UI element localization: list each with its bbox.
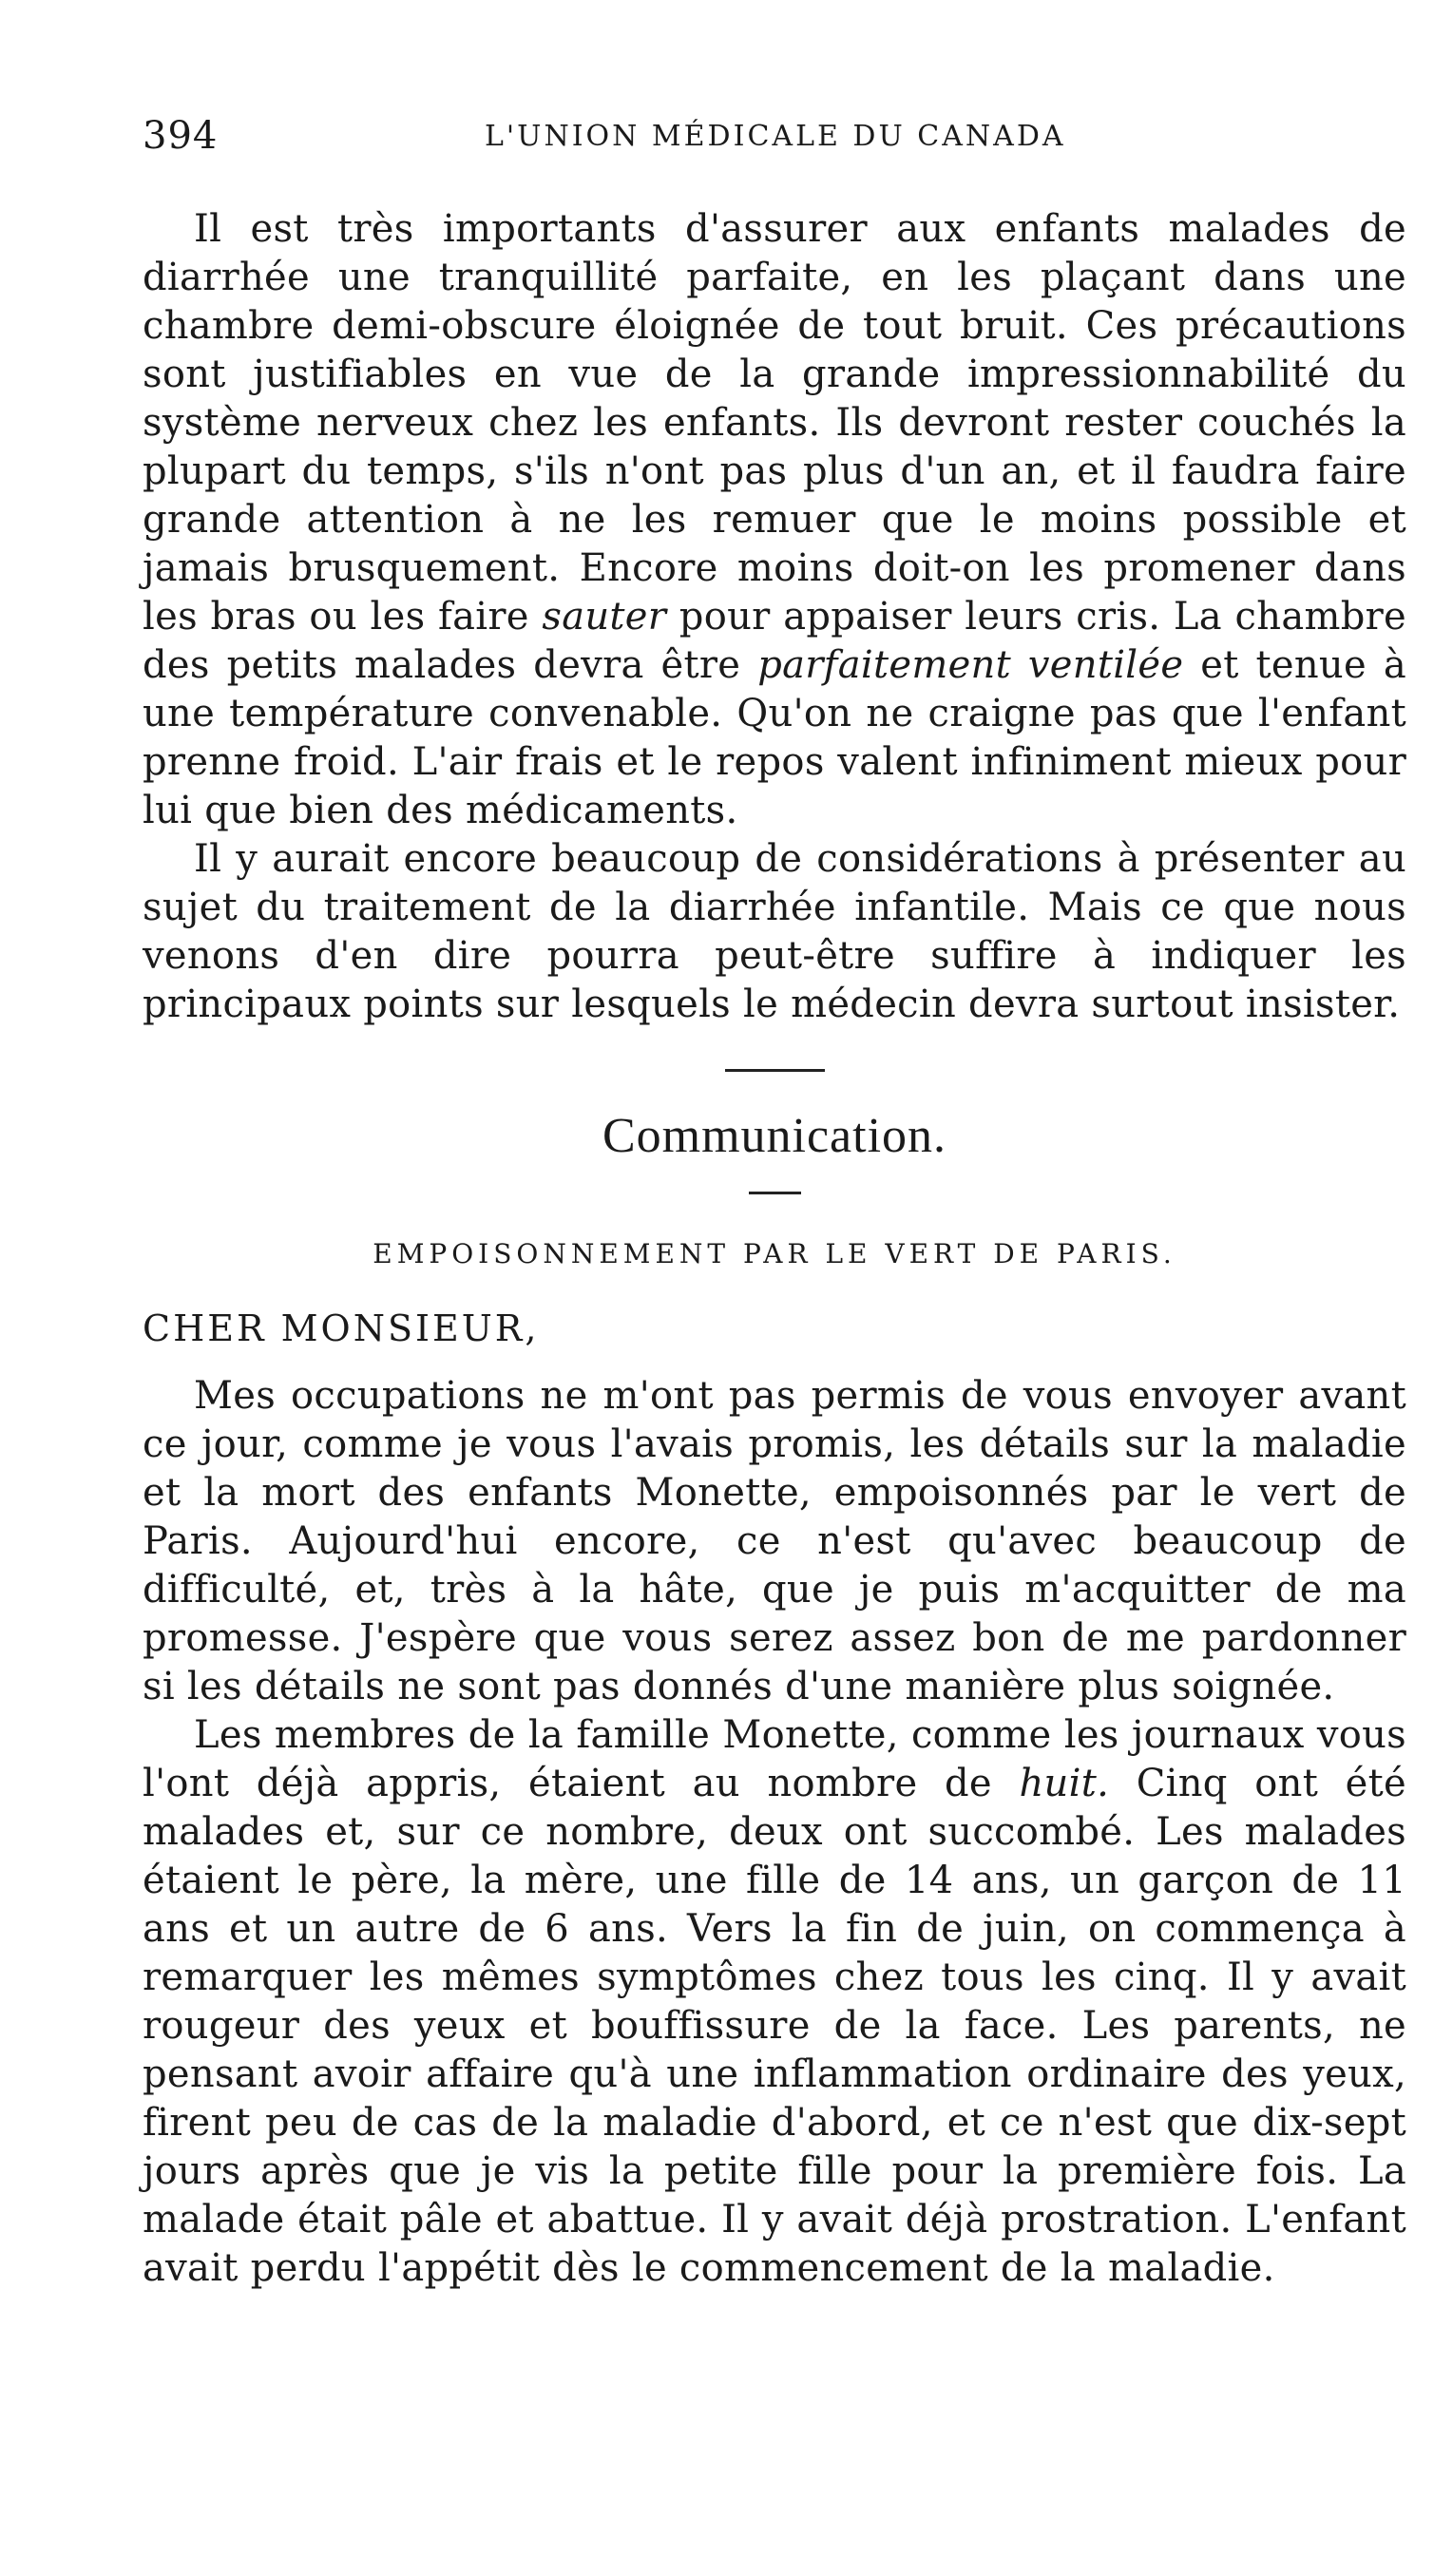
document-page <box>143 114 1406 2293</box>
paragraph-text: Cinq ont été malades et, sur ce nombre, deux ont succombé. Les malades étaient le père, la mère, une fille de 14 ans, un garçon de 11 ans et un autre de 6 ans. Vers la fin de juin, on commença à remarquer les mêmes symptômes chez tous les cinq. Il y avait rougeur des yeux et bouffissure de la face. Les parents, ne pensant avoir affaire qu'à une inflammation ordinaire des yeux, firent peu de cas de la maladie d'abord, et ce n'est que dix-sept jours après que je vis la petite fille pour la première fois. La malade était pâle et abattue. Il y avait déjà prostration. L'enfant avait perdu l'appétit dès le commencement de la maladie. <box>143 1762 1407 2290</box>
page-number: 394 <box>143 114 219 158</box>
paragraph-conclusion: Il y aurait encore beaucoup de considérations à présenter au sujet du traitement de la diarrhée infantile. Mais ce que nous venons d'en dire pourra peut-être suffire à indiquer les principaux points sur lesquels le médecin devra surtout insister. <box>143 837 1406 1026</box>
paragraph-text: Les membres de la famille Monette, comme les journaux vous l'ont déjà appris, étaient au nombre de <box>143 1713 1406 1805</box>
section-divider <box>725 1069 825 1072</box>
paragraph-text: pour appaiser leurs cris. La chambre des petits malades devra être <box>143 595 1406 687</box>
article-subheading: EMPOISONNEMENT PAR LE VERT DE PARIS. <box>373 1238 1176 1269</box>
paragraph-treatment-care <box>143 205 1406 835</box>
paragraph-text: Il est très importants d'assurer aux enfants malades de diarrhée une tranquillité parfaite, en les plaçant dans une chambre demi-obscure éloignée de tout bruit. Ces précautions sont justifiables en vue de la grande impressionnabilité du système nerveux chez les enfants. Ils devront rester couchés la plupart du temps, s'ils n'ont pas plus d'un an, et il faudra faire grande attention à ne les remuer que le moins possible et jamais brusquement. Encore moins doit-on les promener dans les bras ou les faire <box>143 207 1406 639</box>
italic-phrase: huit. <box>1019 1762 1110 1805</box>
journal-title: L'UNION MÉDICALE DU CANADA <box>485 120 1066 153</box>
paragraph-text: et tenue à une température convenable. Qu'on ne craigne pas que l'enfant prenne froid. L'air frais et le repos valent infiniment mieux pour lui que bien des médicaments. <box>143 643 1406 832</box>
italic-phrase: parfaitement ventilée <box>757 643 1184 687</box>
paragraph-case-description <box>143 1711 1406 2293</box>
paragraph-letter-intro: Mes occupations ne m'ont pas permis de vous envoyer avant ce jour, comme je vous l'avais promis, les détails sur la maladie et la mort des enfants Monette, empoisonnés par le vert de Paris. Aujourd'hui encore, ce n'est qu'avec beaucoup de difficulté, et, très à la hâte, que je puis m'acquitter de ma promesse. J'espère que vous serez assez bon de me pardonner si les détails ne sont pas donnés d'une manière plus soignée. <box>143 1374 1406 1708</box>
title-divider <box>749 1192 801 1194</box>
section-title: Communication. <box>602 1109 947 1163</box>
letter-salutation: CHER MONSIEUR, <box>143 1307 540 1349</box>
running-head <box>143 114 1406 171</box>
italic-phrase: sauter <box>542 595 667 639</box>
